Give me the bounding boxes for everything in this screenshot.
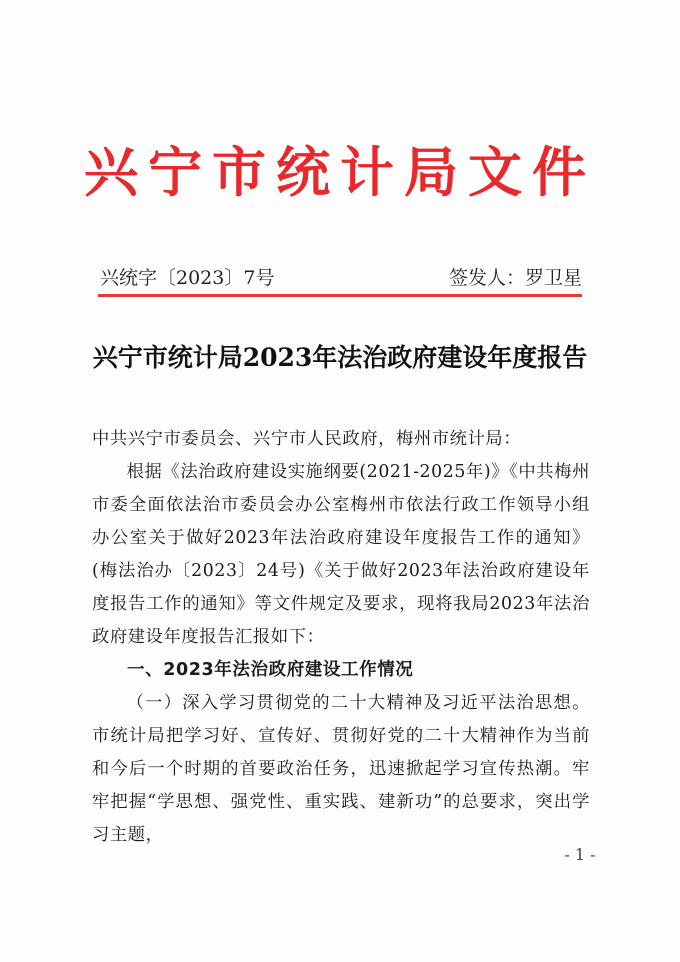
red-separator-rule bbox=[98, 294, 582, 297]
page-number: - 1 - bbox=[564, 845, 596, 864]
section-heading: 一、2023年法治政府建设工作情况 bbox=[127, 660, 414, 680]
document-body bbox=[92, 423, 590, 852]
salutation: 中共兴宁市委员会、兴宁市人民政府，梅州市统计局： bbox=[92, 429, 522, 449]
document-number-row bbox=[100, 265, 582, 291]
document-masthead: 兴宁市统计局文件 bbox=[84, 140, 596, 204]
document-number: 兴统字〔2023〕7号 bbox=[100, 267, 275, 289]
report-title: 兴宁市统计局2023年法治政府建设年度报告 bbox=[92, 343, 588, 372]
issuer: 签发人：罗卫星 bbox=[448, 267, 582, 289]
intro-paragraph: 根据《法治政府建设实施纲要(2021-2025年)》《中共梅州市委全面依法治市委员会办公室梅州市依法行政工作领导小组办公室关于做好2023年法治政府建设年度报告工作的通知》(梅法治办〔2023〕24号)《关于做好2023年法治政府建设年度报告工作的通知》等文件规定及要求，现将我局2023年法治政府建设年度报告汇报如下： bbox=[92, 462, 590, 647]
section-paragraph: （一）深入学习贯彻党的二十大精神及习近平法治思想。市统计局把学习好、宣传好、贯彻好党的二十大精神作为当前和今后一个时期的首要政治任务，迅速掀起学习宣传热潮。牢牢把握“学思想、强党性、重实践、建新功”的总要求，突出学习主题， bbox=[92, 693, 590, 845]
